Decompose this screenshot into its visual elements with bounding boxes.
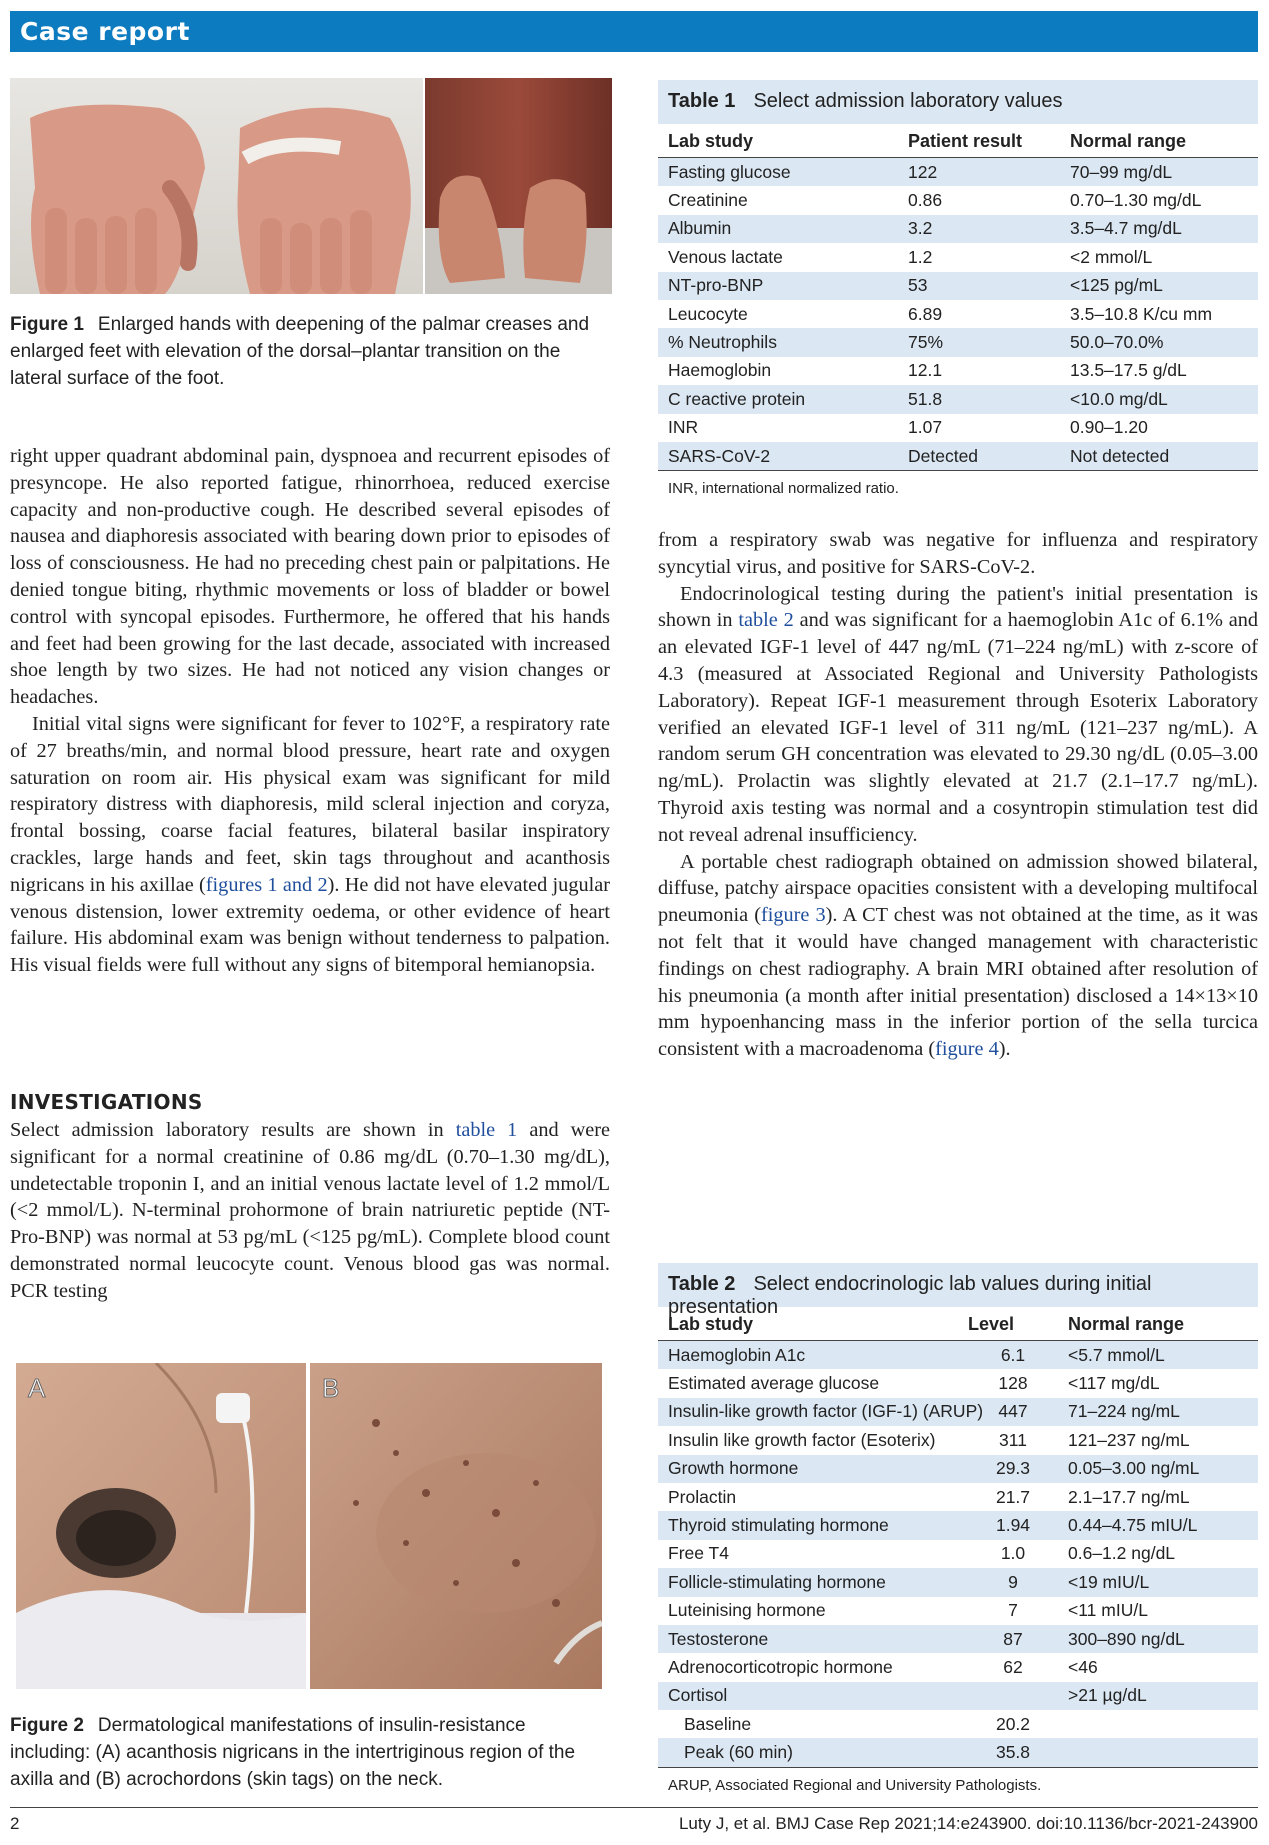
table-cell: 35.8 [995, 1742, 1031, 1763]
table-cell: 121–237 ng/mL [1068, 1429, 1190, 1450]
table-row [658, 1682, 1258, 1710]
table-row [658, 1568, 1258, 1596]
table-cell: 20.2 [995, 1713, 1031, 1734]
table-cell: Insulin-like growth factor (IGF-1) (ARUP) [668, 1401, 984, 1422]
table-cell: Adrenocorticotropic hormone [668, 1656, 893, 1677]
paragraph-history: right upper quadrant abdominal pain, dyspnoea and recurrent episodes of presyncope. He also reported fatigue, rhinorrhoea, reduced exercise capacity and non-productive cough. He described several episodes of nausea and diaphoresis associated with bearing down prior to episodes of loss of consciousness. He had no preceding chest pain or palpitations. He denied tongue biting, rhythmic movements or loss of bladder or bowel control with syncopal episodes. Furthermore, he offered that his hands and feet had been growing for the last decade, associated with increased shoe length by two sizes. He had not noticed any vision changes or headaches. [10, 445, 610, 709]
table-cell: Creatinine [668, 190, 748, 211]
table-1-header: Lab study Patient result Normal range [658, 124, 1258, 158]
table-cell: 1.0 [1000, 1543, 1026, 1564]
figure-2-panel-b-label: B [322, 1373, 340, 1403]
table-cell: Venous lactate [668, 246, 783, 267]
figure-3-link[interactable]: figure 3 [760, 904, 826, 927]
table-cell: 3.5–10.8 K/cu mm [1070, 303, 1213, 324]
section-title: Case report [20, 17, 190, 46]
table-cell: Testosterone [668, 1628, 769, 1649]
table-cell: 311 [999, 1429, 1027, 1450]
table-cell: Thyroid stimulating hormone [668, 1515, 889, 1536]
table-cell: NT-pro-BNP [668, 275, 764, 296]
table-row [658, 300, 1258, 328]
table-cell: 50.0–70.0% [1070, 332, 1164, 353]
table-row [658, 1710, 1258, 1738]
table-row [658, 328, 1258, 356]
table-row [658, 414, 1258, 442]
figure-2-image [16, 1363, 602, 1689]
table-row [658, 1341, 1258, 1369]
figure-4-link[interactable]: figure 4 [935, 1038, 999, 1061]
paragraph-exam: Initial vital signs were significant for fever to 102°F, a respiratory rate of 27 breaths/min, and normal blood pressure, heart rate and oxygen saturation on room air. His physical exam was significant for mild respiratory distress with diaphoresis, mild scleral injection and coryza, frontal bossing, coarse facial features, bilateral basilar inspiratory crackles, large hands and feet, skin tags throughout and acanthosis nigricans in his axillae (figures 1 and 2). He did not have elevated jugular venous distension, lower extremity oedema, or other evidence of heart failure. His abdominal exam was benign without tenderness to palpation. His visual fields were full without any signs of bitemporal hemianopsia. [10, 712, 610, 977]
table-row [658, 1597, 1258, 1625]
table-2-footnote: ARUP, Associated Regional and University Pathologists. [658, 1767, 1258, 1794]
table-cell: 128 [998, 1373, 1028, 1394]
investigations-text: Select admission laboratory results are shown in table 1 and were significant for a normal creatinine of 0.86 mg/dL (0.70–1.30 mg/dL), undetectable troponin I, and an initial venous lactate level of 1.2 mmol/L (<2 mmol/L). N-terminal prohormone of brain natriuretic peptide (NT-Pro-BNP) was normal at 53 pg/mL (<125 pg/mL). Complete blood count demonstrated normal leucocyte count. Venous blood gas was normal. PCR testing [10, 1119, 611, 1302]
investigations-heading: INVESTIGATIONS [10, 1090, 203, 1114]
table-cell: 51.8 [908, 388, 943, 409]
table-cell: 6.89 [908, 303, 943, 324]
table-cell: 0.70–1.30 mg/dL [1070, 190, 1202, 211]
page-number: 2 [10, 1814, 20, 1833]
table-cell: Growth hormone [668, 1458, 799, 1479]
table-cell: 62 [1003, 1656, 1023, 1677]
table-cell: 70–99 mg/dL [1070, 161, 1173, 182]
table-row [658, 215, 1258, 243]
table-1-body [658, 158, 1258, 470]
table-row [658, 158, 1258, 186]
table-row [658, 1738, 1258, 1766]
figure-2-caption: Figure 2 Dermatological manifestations of insulin-resistance including: (A) acanthosis nigricans in the intertriginous region of the axilla and (B) acrochordons (skin tags) on the neck. [10, 1715, 576, 1790]
table-2-body [658, 1341, 1258, 1767]
table-1-link[interactable]: table 1 [455, 1119, 518, 1141]
table-cell: 75% [908, 332, 944, 353]
table-cell: Leucocyte [668, 303, 748, 324]
table-cell: % Neutrophils [668, 332, 777, 353]
table-cell: Follicle-stimulating hormone [668, 1571, 886, 1592]
figure-1-caption: Figure 1 Enlarged hands with deepening of the palmar creases and enlarged feet with elevation of the dorsal–plantar transition on the lateral surface of the foot. [10, 314, 590, 389]
figure-1-image [10, 78, 612, 294]
table-cell: <46 [1068, 1656, 1098, 1677]
table-cell: Free T4 [668, 1543, 729, 1564]
table-row [658, 1625, 1258, 1653]
table-cell: Fasting glucose [668, 161, 791, 182]
table-cell: Estimated average glucose [668, 1373, 880, 1394]
table-cell: <117 mg/dL [1068, 1373, 1160, 1394]
table-cell: Haemoglobin A1c [668, 1344, 806, 1365]
table-cell: 0.44–4.75 mIU/L [1068, 1515, 1198, 1536]
left-column-text [10, 443, 610, 979]
table-row [658, 1540, 1258, 1568]
table-cell: <19 mIU/L [1068, 1571, 1150, 1592]
table-cell: 3.5–4.7 mg/dL [1070, 218, 1182, 239]
table-row [658, 1653, 1258, 1681]
table-1 [658, 80, 1258, 497]
table-row [658, 1369, 1258, 1397]
table-2-link[interactable]: table 2 [738, 609, 794, 632]
table-cell: Cortisol [668, 1685, 728, 1706]
table-cell: 0.05–3.00 ng/mL [1068, 1458, 1200, 1479]
table-cell: 29.3 [995, 1458, 1031, 1479]
table-cell: 300–890 ng/dL [1068, 1628, 1185, 1649]
table-cell: 2.1–17.7 ng/mL [1068, 1486, 1190, 1507]
footer-divider [10, 1807, 1258, 1808]
right-column-text: from a respiratory swab was negative for influenza and respiratory syncytial virus, and positive for SARS-CoV-2. Endocrinological testing during the patient's initial presentation is shown in table 2 and was significant for a haemoglobin A1c of 6.1% and an elevated IGF-1 level of 447 ng/mL (71–224 ng/mL) with z-score of 4.3 (measured at Associated Regional and University Pathologists Laboratory). Repeat IGF-1 measurement through Esoterix Laboratory verified an elevated IGF-1 level of 311 ng/mL (121–237 ng/mL). A random serum GH concentration was elevated to 29.30 ng/dL (0.05–3.00 ng/mL). Prolactin was slightly elevated at 21.7 (2.1–17.7 ng/mL). Thyroid axis testing was normal and a cosyntropin stimulation test did not reveal adrenal insufficiency. A portable chest radiograph obtained on admission showed bilateral, diffuse, patchy airspace opacities consistent with a developing multifocal pneumonia (figure 3). A CT chest was not obtained at the time, as it was not felt that it would have changed management with characteristic findings on chest radiography. A brain MRI obtained after resolution of his pneumonia (a month after initial presentation) disclosed a 14×13×10 mm hypoenhancing mass in the inferior portion of the sella turcica consistent with a macroadenoma (figure 4). [658, 529, 1258, 1061]
table-cell: 1.07 [908, 417, 943, 438]
table-cell: Prolactin [668, 1486, 737, 1507]
table-cell: <2 mmol/L [1070, 246, 1153, 267]
table-cell: 3.2 [908, 218, 933, 239]
table-cell: 447 [998, 1401, 1028, 1422]
table-cell: <125 pg/mL [1070, 275, 1163, 296]
table-row [658, 385, 1258, 413]
table-cell: 53 [908, 275, 928, 296]
table-cell: 71–224 ng/mL [1068, 1401, 1180, 1422]
table-2-title: Table 2 Select endocrinologic lab values during initial presentation [658, 1263, 1258, 1307]
table-cell: INR [668, 417, 699, 438]
table-cell: <5.7 mmol/L [1068, 1344, 1165, 1365]
table-cell: 1.94 [995, 1515, 1031, 1536]
table-cell: Baseline [684, 1713, 752, 1734]
table-cell: 12.1 [908, 360, 943, 381]
table-cell: Not detected [1070, 445, 1170, 466]
table-cell: SARS-CoV-2 [668, 445, 771, 466]
table-cell: Detected [908, 445, 979, 466]
table-cell: 13.5–17.5 g/dL [1070, 360, 1187, 381]
table-cell: 0.6–1.2 ng/dL [1068, 1543, 1176, 1564]
table-cell: 7 [1008, 1600, 1018, 1621]
table-row [658, 1455, 1258, 1483]
table-cell: Luteinising hormone [668, 1600, 826, 1621]
table-cell: 21.7 [995, 1486, 1031, 1507]
table-cell: <11 mIU/L [1068, 1600, 1148, 1621]
table-cell: >21 µg/dL [1068, 1685, 1147, 1706]
figure-2-panel-a-label: A [28, 1373, 46, 1403]
table-row [658, 1511, 1258, 1539]
table-cell: <10.0 mg/dL [1070, 388, 1168, 409]
table-row [658, 243, 1258, 271]
table-cell: 122 [908, 161, 938, 182]
table-row [658, 186, 1258, 214]
table-cell: 87 [1003, 1628, 1023, 1649]
table-cell: Albumin [668, 218, 732, 239]
section-header [10, 11, 1258, 52]
table-2 [658, 1263, 1258, 1794]
table-cell: 9 [1008, 1571, 1018, 1592]
table-row [658, 442, 1258, 470]
table-cell: Haemoglobin [668, 360, 772, 381]
figures-link[interactable]: figures 1 and 2 [205, 873, 328, 896]
table-row [658, 1426, 1258, 1454]
table-cell: 1.2 [908, 246, 933, 267]
table-row [658, 272, 1258, 300]
table-cell: Peak (60 min) [684, 1742, 793, 1763]
citation: Luty J, et al. BMJ Case Rep 2021;14:e243900. doi:10.1136/bcr-2021-243900 [678, 1814, 1258, 1833]
table-cell: 0.86 [908, 190, 943, 211]
table-2-header: Lab study Level Normal range [658, 1307, 1258, 1341]
table-row [658, 1398, 1258, 1426]
table-cell: C reactive protein [668, 388, 806, 409]
table-cell: Insulin like growth factor (Esoterix) [668, 1429, 936, 1450]
table-1-title: Table 1 Select admission laboratory values [658, 80, 1258, 124]
table-1-footnote: INR, international normalized ratio. [658, 470, 1258, 497]
table-row [658, 357, 1258, 385]
table-cell: 6.1 [1000, 1344, 1026, 1365]
table-cell: 0.90–1.20 [1070, 417, 1148, 438]
table-row [658, 1483, 1258, 1511]
